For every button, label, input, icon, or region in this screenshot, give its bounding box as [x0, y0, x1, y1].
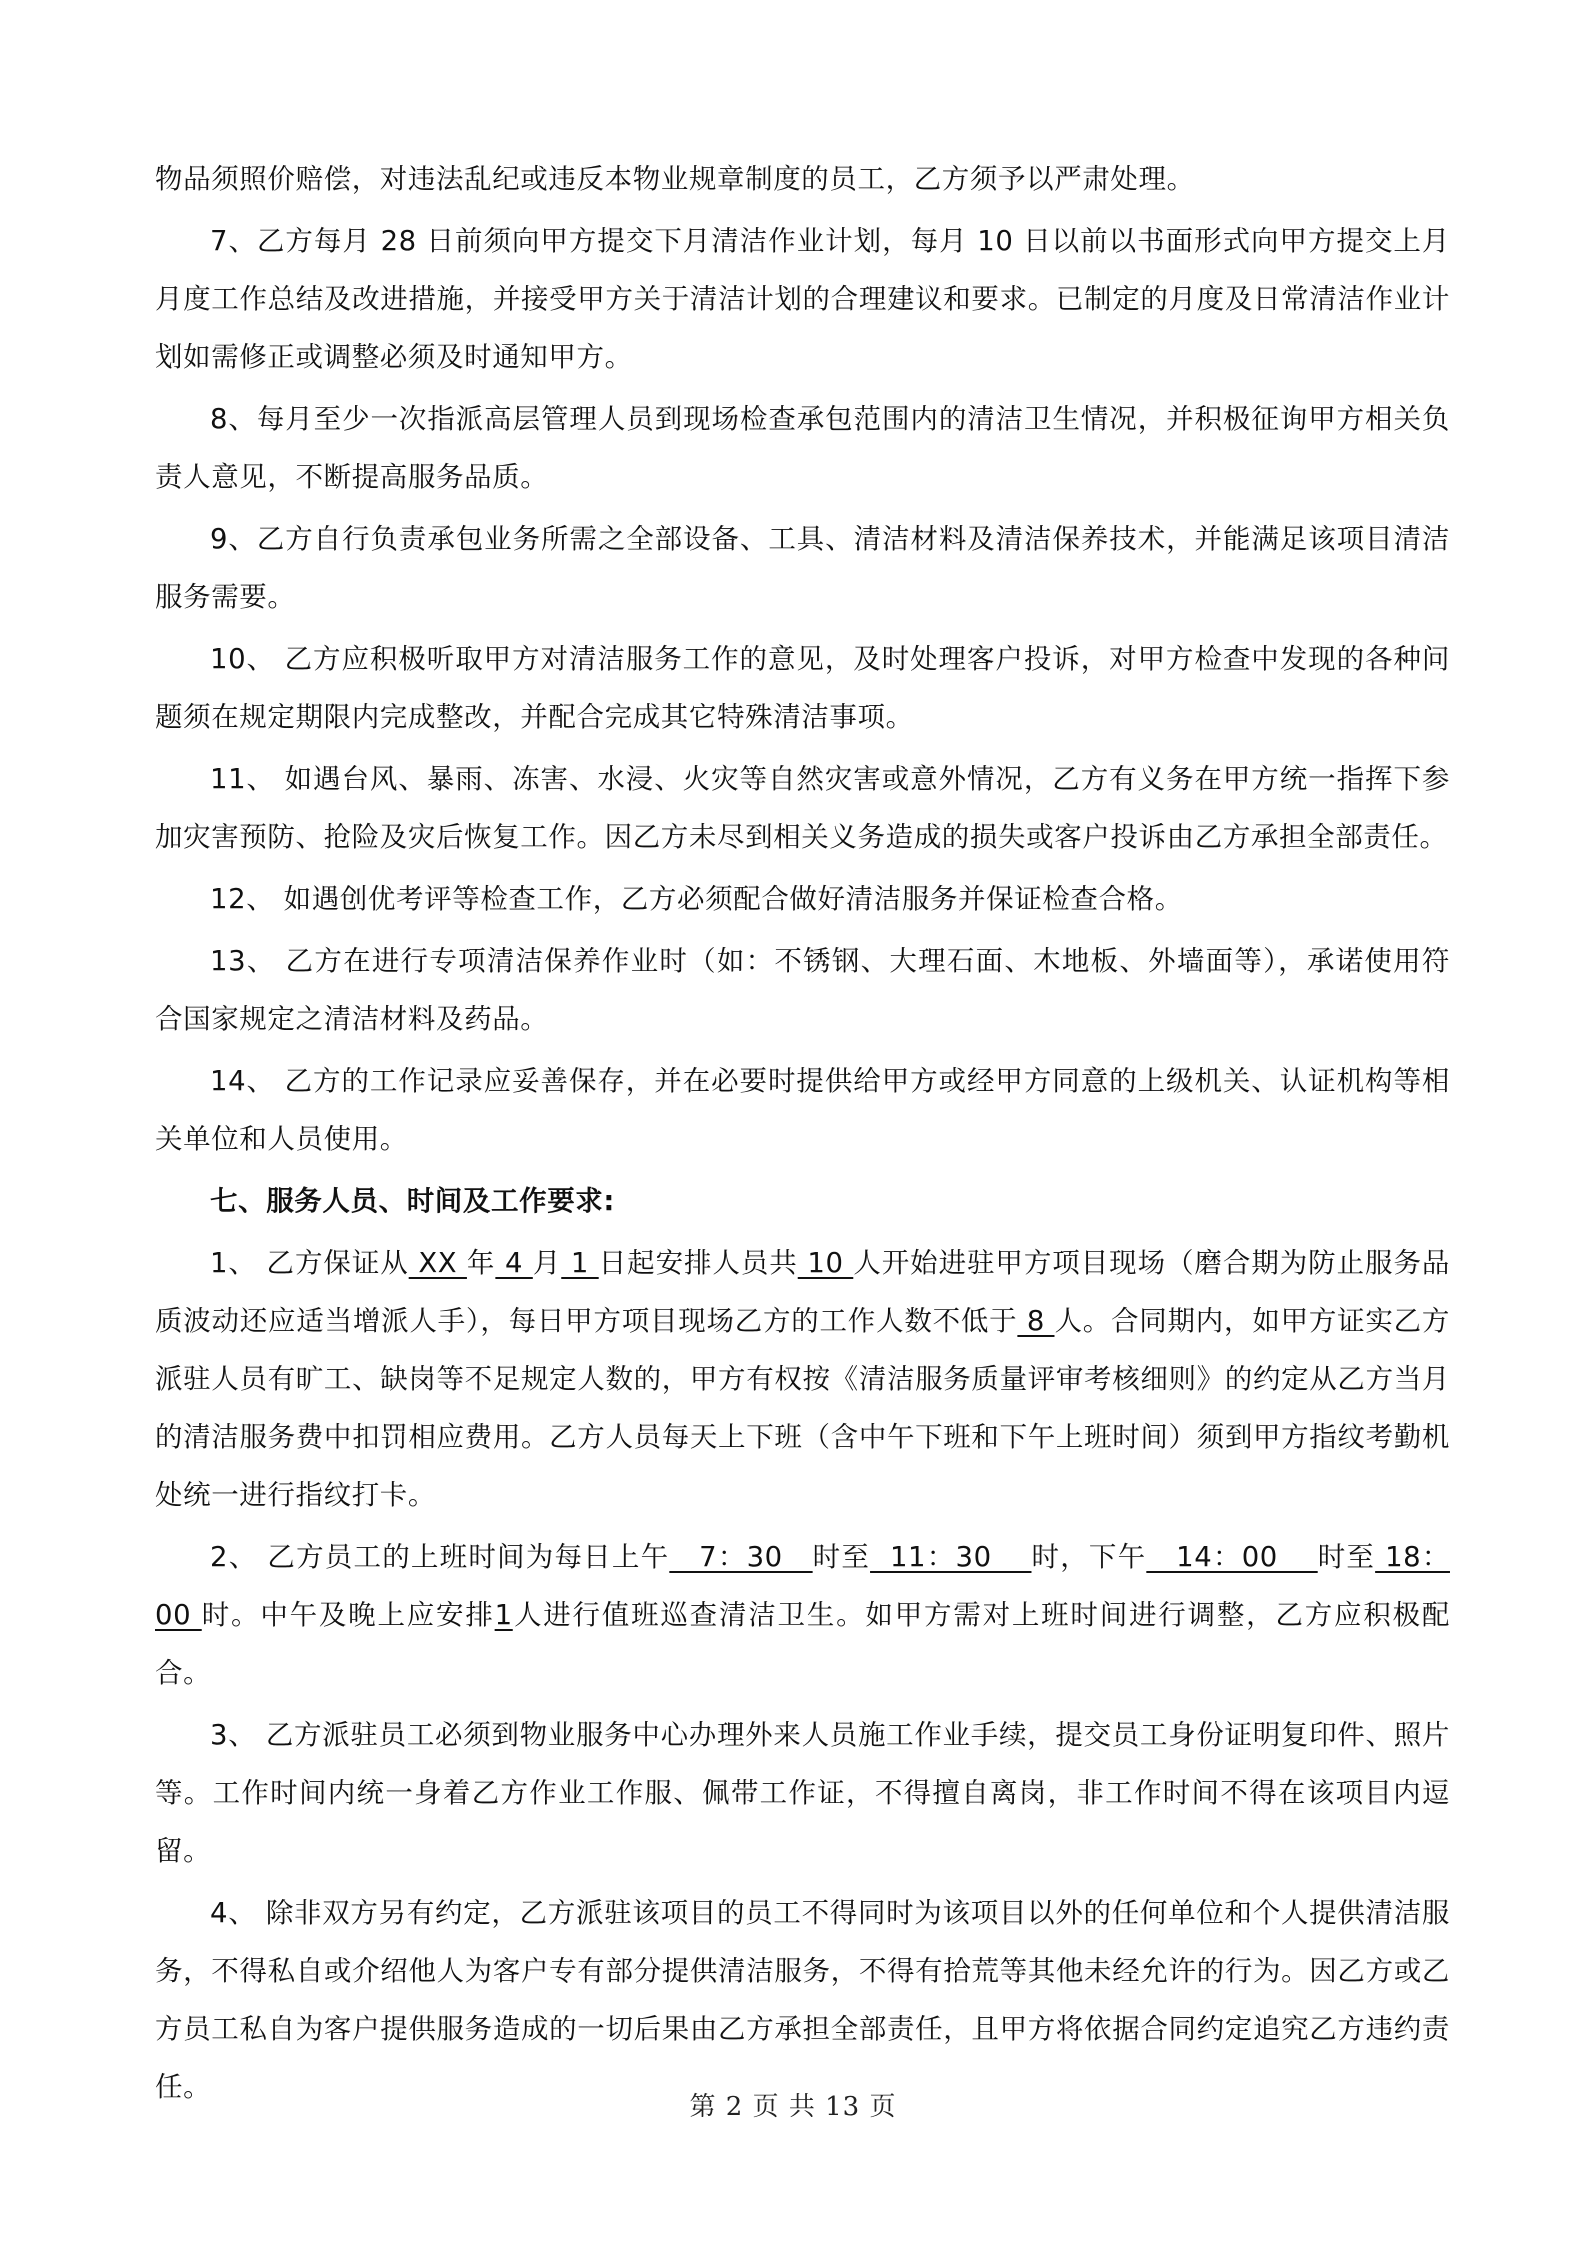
clause-7: 7、乙方每月 28 日前须向甲方提交下月清洁作业计划，每月 10 日以前以书面形式向甲方提交上月月度工作总结及改进措施，并接受甲方关于清洁计划的合理建议和要求。已制定的月度及日常清洁作业计划如需修正或调整必须及时通知甲方。: [155, 225, 1450, 373]
section-7-item-1: [155, 1234, 1450, 1524]
item-1-text-e: 人开始进驻甲方项目现场（磨合期为防止服务品质波动还应适当增派人手），每日甲方项目现场乙方的工作人数不低于: [155, 1247, 1451, 1337]
min-staff-field: 8: [1017, 1305, 1055, 1337]
section-7-item-4: 4、 除非双方另有约定，乙方派驻该项目的员工不得同时为该项目以外的任何单位和个人提供清洁服务，不得私自或介绍他人为客户专有部分提供清洁服务，不得有拾荒等其他未经允许的行为。因乙方或乙方员工私自为客户提供服务造成的一切后果由乙方承担全部责任，且甲方将依据合同约定追究乙方违约责任。: [155, 1897, 1450, 2103]
duty-staff-field: 1: [494, 1599, 513, 1631]
start-year-field: XX: [408, 1247, 467, 1279]
item-2-text-d: 时至: [1317, 1541, 1376, 1573]
pm-end-field: 18：00: [155, 1541, 1450, 1631]
paragraph-continuation: 物品须照价赔偿，对违法乱纪或违反本物业规章制度的员工，乙方须予以严肃处理。: [155, 163, 1195, 195]
staff-count-field: 10: [797, 1247, 854, 1279]
item-1-text-c: 月: [532, 1247, 562, 1279]
section-7-item-3: 3、 乙方派驻员工必须到物业服务中心办理外来人员施工作业手续，提交员工身份证明复印件、照片等。工作时间内统一身着乙方作业工作服、佩带工作证，不得擅自离岗，非工作时间不得在该项目内逗留。: [155, 1719, 1450, 1867]
clause-8: 8、每月至少一次指派高层管理人员到现场检查承包范围内的清洁卫生情况，并积极征询甲方相关负责人意见，不断提高服务品质。: [155, 403, 1450, 493]
clause-10: 10、 乙方应积极听取甲方对清洁服务工作的意见，及时处理客户投诉，对甲方检查中发现的各种问题须在规定期限内完成整改，并配合完成其它特殊清洁事项。: [155, 643, 1450, 733]
item-2-text-e: 时。中午及晚上应安排: [201, 1599, 495, 1631]
pm-start-field: 14：00: [1146, 1541, 1318, 1573]
start-month-field: 4: [495, 1247, 533, 1279]
clause-12: 12、 如遇创优考评等检查工作，乙方必须配合做好清洁服务并保证检查合格。: [210, 883, 1183, 915]
clause-14: 14、 乙方的工作记录应妥善保存，并在必要时提供给甲方或经甲方同意的上级机关、认证机构等相关单位和人员使用。: [155, 1065, 1450, 1155]
am-start-field: 7：30: [669, 1541, 813, 1573]
item-2-text-a: 2、 乙方员工的上班时间为每日上午: [210, 1541, 670, 1573]
item-1-text-b: 年: [466, 1247, 496, 1279]
clause-13: 13、 乙方在进行专项清洁保养作业时（如：不锈钢、大理石面、木地板、外墙面等），承诺使用符合国家规定之清洁材料及药品。: [155, 945, 1450, 1035]
clause-9: 9、乙方自行负责承包业务所需之全部设备、工具、清洁材料及清洁保养技术，并能满足该项目清洁服务需要。: [155, 523, 1450, 613]
page-number-footer: 第 2 页 共 13 页: [689, 2092, 897, 2122]
item-2-text-b: 时至: [812, 1541, 871, 1573]
item-2-text-c: 时，下午: [1031, 1541, 1147, 1573]
item-1-text-f: 人。合同期内，如甲方证实乙方派驻人员有旷工、缺岗等不足规定人数的，甲方有权按《清洁服务质量评审考核细则》的约定从乙方当月的清洁服务费中扣罚相应费用。乙方人员每天上下班（含中午下班和下午上班时间）须到甲方指纹考勤机处统一进行指纹打卡。: [155, 1305, 1450, 1511]
section-7-item-2: [155, 1528, 1450, 1702]
item-2-text-f: 人进行值班巡查清洁卫生。如甲方需对上班时间进行调整，乙方应积极配合。: [155, 1599, 1451, 1689]
document-body: [155, 150, 1450, 2116]
section-7-heading: 七、服务人员、时间及工作要求:: [210, 1185, 615, 1217]
item-1-text-d: 日起安排人员共: [598, 1247, 798, 1279]
clause-11: 11、 如遇台风、暴雨、冻害、水浸、火灾等自然灾害或意外情况，乙方有义务在甲方统一指挥下参加灾害预防、抢险及灾后恢复工作。因乙方未尽到相关义务造成的损失或客户投诉由乙方承担全部责任。: [155, 763, 1450, 853]
start-day-field: 1: [561, 1247, 599, 1279]
item-1-text-a: 1、 乙方保证从: [210, 1247, 409, 1279]
am-end-field: 11：30: [870, 1541, 1032, 1573]
